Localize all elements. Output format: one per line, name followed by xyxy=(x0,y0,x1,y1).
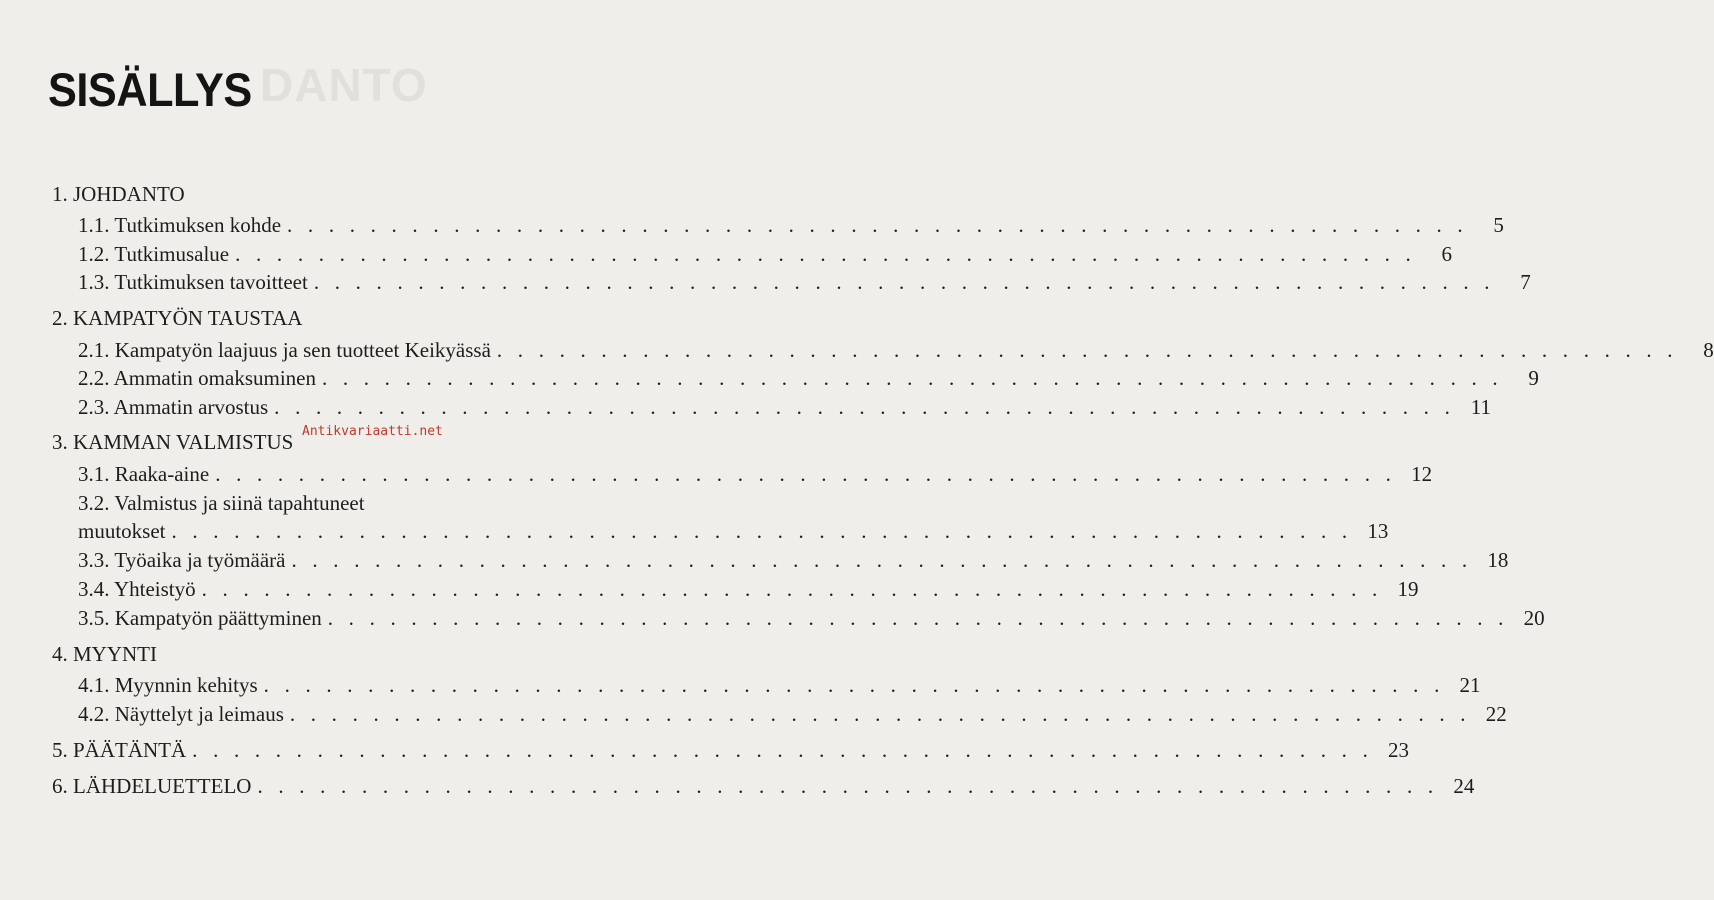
toc-label: 3.1. Raaka-aine xyxy=(78,462,210,486)
toc-label: 3.3. Työaika ja työmäärä xyxy=(78,548,286,572)
toc-page-number: 19 xyxy=(1397,577,1419,601)
leader-dots: . . . . . . . . . . . . . . . . . . . . . . . . . . . . . . . . . . . . . . . . . . . . . . . . . . . . . . . . . xyxy=(313,270,1495,294)
toc-label: 1. JOHDANTO xyxy=(52,182,185,206)
toc-label: 6. LÄHDELUETTELO xyxy=(52,774,252,798)
toc-label: 1.2. Tutkimusalue xyxy=(78,242,230,266)
leader-dots: . . . . . . . . . . . . . . . . . . . . . . . . . . . . . . . . . . . . . . . . . . . . . . . . . . . . . . . . . xyxy=(257,774,1439,798)
toc-label: 1.1. Tutkimuksen kohde xyxy=(78,213,282,237)
toc-entry-2-3 xyxy=(78,393,1492,421)
leader-dots: . . . . . . . . . . . . . . . . . . . . . . . . . . . . . . . . . . . . . . . . . . . . . . . . . . . . . . . . . xyxy=(321,366,1503,390)
toc-entry-4-1 xyxy=(78,671,1481,699)
toc-page-number: 24 xyxy=(1453,774,1475,798)
toc-label: 2.3. Ammatin arvostus xyxy=(78,395,269,419)
toc-page-number: 11 xyxy=(1470,395,1492,419)
toc-page-number: 18 xyxy=(1487,548,1509,572)
toc-label: muutokset xyxy=(78,519,166,543)
bleed-through-text: DANTO xyxy=(260,59,428,111)
toc-label: 4.1. Myynnin kehitys xyxy=(78,673,258,697)
toc-chapter-4 xyxy=(52,640,157,668)
toc-label: 3.2. Valmistus ja siinä tapahtuneet xyxy=(78,491,365,515)
toc-chapter-3 xyxy=(52,428,293,456)
toc-entry-1-3 xyxy=(78,268,1531,296)
toc-label: 3. KAMMAN VALMISTUS xyxy=(52,430,294,454)
page-title: SISÄLLYS xyxy=(48,63,252,116)
toc-page-number: 22 xyxy=(1485,702,1507,726)
toc-label: 3.5. Kampatyön päättyminen xyxy=(78,606,322,630)
toc-label: 4. MYYNTI xyxy=(52,642,157,666)
toc-page-number: 12 xyxy=(1411,462,1433,486)
toc-entry-2-1 xyxy=(78,336,1714,364)
toc-entry-3-4 xyxy=(78,575,1419,603)
toc-chapter-1 xyxy=(52,180,185,208)
leader-dots: . . . . . . . . . . . . . . . . . . . . . . . . . . . . . . . . . . . . . . . . . . . . . . . . . . . . . . . . . xyxy=(235,242,1416,266)
toc-chapter-5 xyxy=(52,736,1410,764)
toc-page-number: 13 xyxy=(1367,519,1389,543)
toc-label: 2.2. Ammatin omaksuminen xyxy=(78,366,316,390)
leader-dots: . . . . . . . . . . . . . . . . . . . . . . . . . . . . . . . . . . . . . . . . . . . . . . . . . . . . . . . . . xyxy=(496,338,1678,362)
leader-dots: . . . . . . . . . . . . . . . . . . . . . . . . . . . . . . . . . . . . . . . . . . . . . . . . . . . . . . . . . xyxy=(201,577,1383,601)
toc-entry-3-2 xyxy=(78,517,1389,545)
toc-page-number: 8 xyxy=(1703,338,1714,362)
toc-entry-4-2 xyxy=(78,700,1507,728)
toc-entry-3-1 xyxy=(78,460,1433,488)
toc-entry-3-5 xyxy=(78,604,1545,632)
toc-chapter-2 xyxy=(52,304,302,332)
watermark-text: Antikvariaatti.net xyxy=(302,424,443,439)
toc-entry-1-2 xyxy=(78,240,1452,268)
toc-label: 5. PÄÄTÄNTÄ xyxy=(52,738,187,762)
toc-entry-3-3 xyxy=(78,546,1509,574)
leader-dots: . . . . . . . . . . . . . . . . . . . . . . . . . . . . . . . . . . . . . . . . . . . . . . . . . . . . . . . . . xyxy=(192,738,1374,762)
toc-chapter-6 xyxy=(52,772,1475,800)
leader-dots: . . . . . . . . . . . . . . . . . . . . . . . . . . . . . . . . . . . . . . . . . . . . . . . . . . . . . . . . . xyxy=(274,395,1456,419)
toc-page-number: 5 xyxy=(1493,213,1504,237)
leader-dots: . . . . . . . . . . . . . . . . . . . . . . . . . . . . . . . . . . . . . . . . . . . . . . . . . . . . . . . . . xyxy=(287,213,1468,237)
toc-label: 2.1. Kampatyön laajuus ja sen tuotteet Keikyässä xyxy=(78,338,491,362)
toc-entry-3-2-line1 xyxy=(78,489,365,517)
toc-page-number: 9 xyxy=(1528,366,1539,390)
toc-entry-1-1 xyxy=(78,211,1504,239)
toc-page-number: 21 xyxy=(1459,673,1481,697)
toc-entry-2-2 xyxy=(78,364,1539,392)
toc-label: 1.3. Tutkimuksen tavoitteet xyxy=(78,270,308,294)
toc-page-number: 20 xyxy=(1523,606,1545,630)
leader-dots: . . . . . . . . . . . . . . . . . . . . . . . . . . . . . . . . . . . . . . . . . . . . . . . . . . . . . . . . . xyxy=(263,673,1445,697)
toc-page-number: 6 xyxy=(1441,242,1452,266)
toc-page-number: 7 xyxy=(1520,270,1531,294)
leader-dots: . . . . . . . . . . . . . . . . . . . . . . . . . . . . . . . . . . . . . . . . . . . . . . . . . . . . . . . . . xyxy=(289,702,1471,726)
toc-page-number: 23 xyxy=(1388,738,1410,762)
leader-dots: . . . . . . . . . . . . . . . . . . . . . . . . . . . . . . . . . . . . . . . . . . . . . . . . . . . . . . . . . xyxy=(291,548,1473,572)
leader-dots: . . . . . . . . . . . . . . . . . . . . . . . . . . . . . . . . . . . . . . . . . . . . . . . . . . . . . . . . . xyxy=(215,462,1397,486)
leader-dots: . . . . . . . . . . . . . . . . . . . . . . . . . . . . . . . . . . . . . . . . . . . . . . . . . . . . . . . . . xyxy=(327,606,1509,630)
leader-dots: . . . . . . . . . . . . . . . . . . . . . . . . . . . . . . . . . . . . . . . . . . . . . . . . . . . . . . . . . xyxy=(171,519,1353,543)
toc-label: 4.2. Näyttelyt ja leimaus xyxy=(78,702,284,726)
toc-label: 3.4. Yhteistyö xyxy=(78,577,196,601)
toc-label: 2. KAMPATYÖN TAUSTAA xyxy=(52,306,303,330)
